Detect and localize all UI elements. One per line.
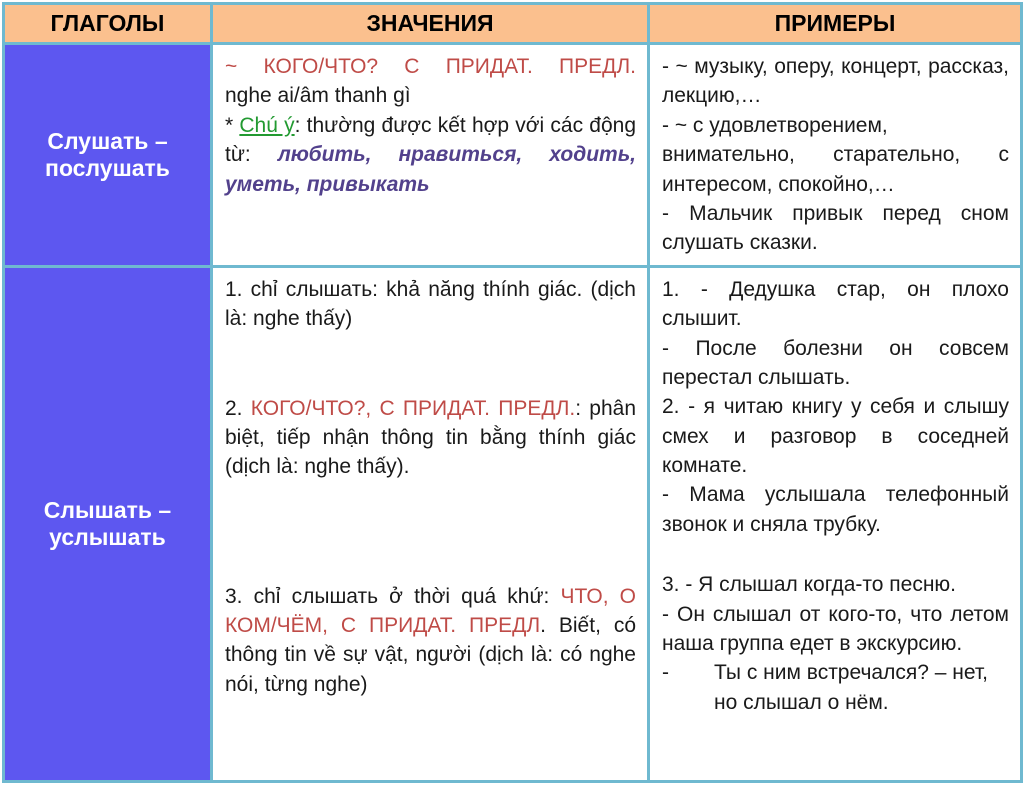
paragraph	[225, 394, 636, 482]
table-row-slyshat	[4, 266, 1022, 781]
verb-comparison-table	[2, 2, 1023, 783]
table-header-row	[4, 4, 1022, 44]
paragraph	[662, 199, 1009, 258]
text-run: внимательно, старательно, с интересом, спокойно,…	[662, 143, 1009, 196]
text-run: : thường được kết hợp với các động từ:	[225, 113, 636, 167]
text-run: 3. chỉ слышать ở thời quá khứ:	[225, 584, 561, 608]
paragraph	[225, 275, 636, 334]
verb-cell-slushat	[4, 44, 212, 267]
header-meanings: ЗНАЧЕНИЯ	[212, 4, 649, 44]
text-run-red: ЧТО, О КОМ/ЧЁМ, С ПРИДАТ. ПРЕДЛ	[225, 584, 636, 638]
text-run: - ~ с удовлетворением,	[662, 113, 888, 137]
paragraph	[662, 570, 1009, 599]
text-run: - После болезни он совсем перестал слышать.	[662, 336, 1009, 389]
paragraph	[662, 334, 1009, 393]
examples-cell-slyshat	[649, 266, 1022, 781]
text-run: - ~ музыку, оперу, концерт, рассказ, лекцию,…	[662, 55, 1009, 108]
meaning-cell-slyshat	[212, 266, 649, 781]
table-row-slushat	[4, 44, 1022, 267]
paragraph	[225, 111, 636, 199]
text-run: : phân biệt, tiếp nhận thông tin bằng thính giác (dịch là: nghe thấy).	[225, 396, 637, 479]
verb-label: Слушать – послушать	[45, 127, 170, 181]
text-run-green: Chú ý	[239, 113, 295, 137]
text-run: 2. - я читаю книгу у себя и слышу смех и разговор в соседней комнате.	[662, 395, 1009, 478]
text-run: *	[225, 113, 240, 137]
meaning-cell-slushat	[212, 44, 649, 267]
paragraph	[662, 658, 1009, 717]
text-run: Ты с ним встречался? – нет, но слышал о нём.	[714, 661, 988, 714]
paragraph	[662, 111, 1009, 140]
header-examples: ПРИМЕРЫ	[649, 4, 1022, 44]
text-run-purple: любить, нравиться, ходить, уметь, привыкать	[225, 143, 636, 196]
text-run: 3. - Я слышал когда-то песню.	[662, 573, 957, 597]
paragraph	[662, 392, 1009, 480]
examples-cell-slushat	[649, 44, 1022, 267]
paragraph	[225, 52, 636, 81]
text-run: nghe ai/âm thanh gì	[225, 84, 411, 108]
text-run-dash: -	[662, 661, 669, 685]
text-run-red: КОГО/ЧТО?, С ПРИДАТ. ПРЕДЛ.	[250, 396, 576, 420]
text-run: . Biết, có thông tin về sự vật, người (dịch là: có nghe nói, từng nghe)	[225, 614, 636, 696]
paragraph	[662, 140, 1009, 199]
text-run: 1. chỉ слышать: khả năng thính giác. (dịch là: nghe thấy)	[225, 277, 636, 331]
header-verbs: ГЛАГОЛЫ	[4, 4, 212, 44]
paragraph	[225, 81, 636, 110]
text-run: - Мальчик привык перед сном слушать сказки.	[662, 201, 1009, 255]
text-run: - Мама услышала телефонный звонок и сняла трубку.	[662, 483, 1009, 536]
paragraph	[225, 582, 636, 700]
text-run: - Он слышал от кого-то, что летом наша группа едет в экскурсию.	[662, 602, 1009, 656]
paragraph	[662, 275, 1009, 334]
text-run: 1. - Дедушка стар, он плохо слышит.	[662, 277, 1009, 331]
paragraph	[662, 600, 1009, 659]
text-run-red: ~ КОГО/ЧТО? С ПРИДАТ. ПРЕДЛ.	[225, 55, 636, 78]
verb-cell-slyshat	[4, 266, 212, 781]
text-run: 2.	[225, 396, 251, 420]
paragraph	[662, 480, 1009, 539]
paragraph	[662, 52, 1009, 111]
verb-label: Слышать – услышать	[43, 496, 172, 550]
